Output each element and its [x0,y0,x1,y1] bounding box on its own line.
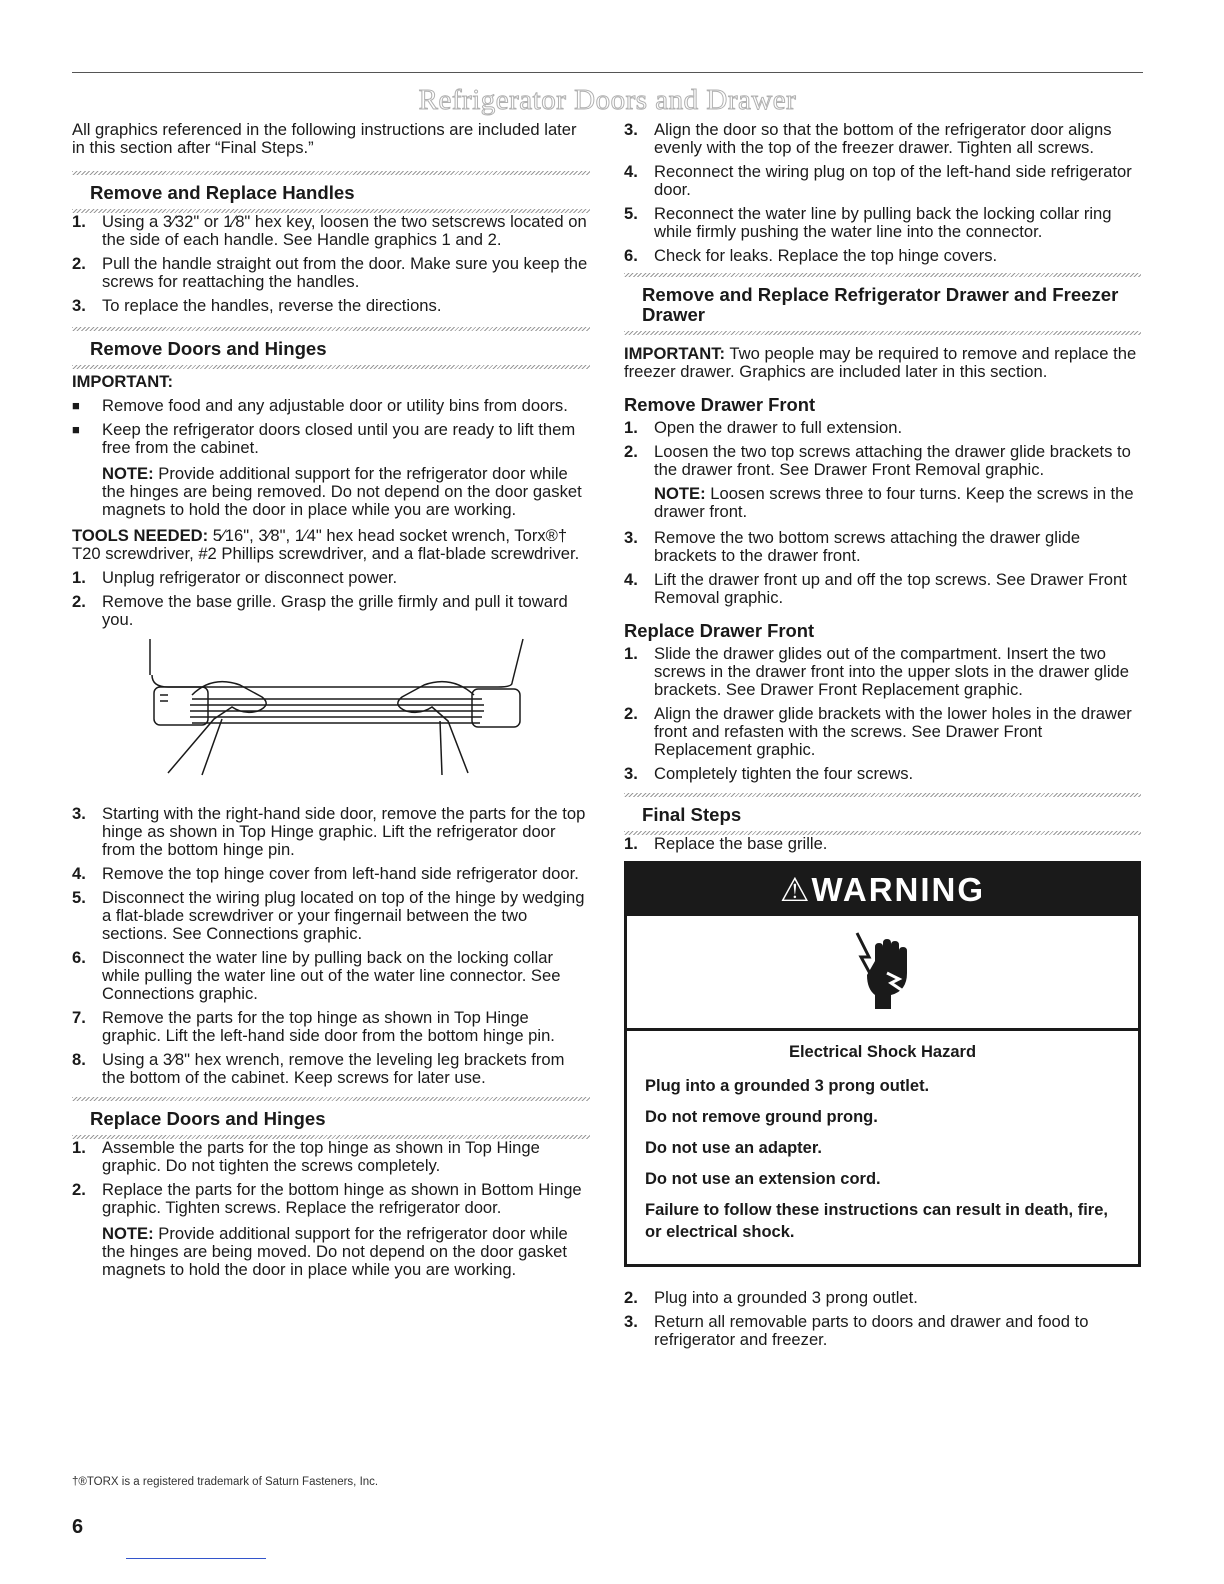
tools-text: 5⁄16", 3⁄8", 1⁄4" hex head socket wrench, Torx®† T20 screwdriver, #2 Phillips screwdriver, and a flat-blade screwdriver. [72,526,580,563]
subheading-replace-drawer-front: Replace Drawer Front [624,620,815,641]
list-item-text: Remove food and any adjustable door or utility bins from doors. [102,396,568,415]
list-item [624,163,1141,199]
list-item-text: Check for leaks. Replace the top hinge covers. [654,246,998,265]
list-item [72,1181,590,1217]
list-marker: ■ [72,422,80,437]
list-item-text: Open the drawer to full extension. [654,418,903,437]
list-item [624,121,1141,157]
list-item [624,443,1141,479]
list-item-text: Reconnect the wiring plug on top of the left-hand side refrigerator door. [654,162,1132,199]
list-marker: 7. [72,1008,86,1027]
list-item [72,805,590,859]
list-item-text: To replace the handles, reverse the directions. [102,296,442,315]
list-item [624,835,1141,853]
list-marker: 4. [624,570,638,589]
list-item-text: Lift the drawer front up and off the top screws. See Drawer Front Removal graphic. [654,570,1127,607]
warning-line: Failure to follow these instructions can result in death, fire, or electrical shock. [645,1201,1108,1241]
list-item-text: Remove the base grille. Grasp the grille firmly and pull it toward you. [102,592,568,629]
list-item [72,397,590,415]
list-item-text: Return all removable parts to doors and drawer and food to refrigerator and freezer. [654,1312,1089,1349]
warning-header [627,864,1138,916]
list-marker: 4. [72,864,86,883]
list-item [72,569,590,587]
list-marker: 3. [72,296,86,315]
section-heading-final-steps: Final Steps [642,804,742,825]
list-item [72,1051,590,1087]
replace-doors-steps-b [624,121,1141,265]
section-divider [624,331,1141,335]
note-replace-doors [102,1225,590,1279]
note-text: Provide additional support for the refrigerator door while the hinges are being removed. Do not depend on the door gasket magnets to hold the door in place while you are working. [102,464,582,519]
footnote: †®TORX is a registered trademark of Saturn Fasteners, Inc. [72,1476,379,1488]
warning-box [624,861,1141,1267]
list-marker: 2. [624,704,638,723]
list-item-text: Using a 3⁄8" hex wrench, remove the leveling leg brackets from the bottom of the cabinet. Keep screws for later use. [102,1050,565,1087]
remove-doors-steps-b [72,805,590,1087]
list-marker: 2. [72,254,86,273]
list-marker: 1. [72,568,86,587]
right-column [624,121,1141,1355]
list-marker: 5. [72,888,86,907]
important-text: Two people may be required to remove and replace the freezer drawer. Graphics are included later in this section. [624,344,1137,381]
list-item [624,419,1141,437]
handles-steps [72,213,590,315]
list-item [72,421,590,457]
intro-text: All graphics referenced in the following instructions are included later in this section after “Final Steps.” [72,120,577,157]
section-heading-replace-doors: Replace Doors and Hinges [90,1108,326,1129]
remove-doors-steps-a [72,569,590,629]
list-item-text: Loosen the two top screws attaching the drawer glide brackets to the drawer front. See Drawer Front Removal graphic. [654,442,1131,479]
list-marker: 2. [72,1180,86,1199]
tools-needed [72,527,590,563]
replace-drawer-steps [624,645,1141,783]
note-label: NOTE: [654,484,706,503]
list-item-text: Starting with the right-hand side door, remove the parts for the top hinge as shown in Top Hinge graphic. Lift the refrigerator door from the bottom hinge pin. [102,804,586,859]
list-item [624,571,1141,607]
list-item [624,765,1141,783]
bottom-link-rule [126,1558,266,1559]
remove-drawer-steps-b [624,529,1141,607]
note-label: NOTE: [102,1224,154,1243]
list-item-text: Assemble the parts for the top hinge as shown in Top Hinge graphic. Do not tighten the screws completely. [102,1138,540,1175]
list-marker: 6. [72,948,86,967]
list-marker: 3. [624,120,638,139]
tools-label: TOOLS NEEDED: [72,526,209,545]
warning-body [627,1031,1138,1264]
list-marker: 1. [624,834,638,853]
list-item [624,529,1141,565]
subheading-remove-drawer-front: Remove Drawer Front [624,394,816,415]
important-label: IMPORTANT: [72,372,174,391]
list-marker: 1. [72,212,86,231]
replace-doors-steps-a [72,1139,590,1217]
list-item-text: Remove the two bottom screws attaching the drawer glide brackets to the drawer front. [654,528,1081,565]
important-label: IMPORTANT: [624,344,726,363]
final-steps-a [624,835,1141,853]
note-drawer [654,485,1141,521]
left-column [72,121,590,1287]
list-item [72,1009,590,1045]
warning-lines [645,1075,1120,1243]
remove-drawer-steps-a [624,419,1141,479]
list-item-text: Using a 3⁄32" or 1⁄8" hex key, loosen the two setscrews located on the side of each handle. See Handle graphics 1 and 2. [102,212,587,249]
list-marker: 2. [624,442,638,461]
list-item [72,889,590,943]
list-item-text: Remove the top hinge cover from left-hand side refrigerator door. [102,864,579,883]
list-item-text: Align the door so that the bottom of the refrigerator door aligns evenly with the top of the freezer drawer. Tighten all screws. [654,120,1112,157]
note-text: Loosen screws three to four turns. Keep the screws in the drawer front. [654,484,1134,521]
note-remove-doors [102,465,590,519]
drawer-important [624,345,1141,381]
list-item [624,247,1141,265]
page-number: 6 [72,1516,84,1538]
list-item [72,297,590,315]
list-item-text: Unplug refrigerator or disconnect power. [102,568,398,587]
list-item-text: Disconnect the wiring plug located on top of the hinge by wedging a flat-blade screwdriver or your fingernail between the two sections. See Connections graphic. [102,888,585,943]
section-heading-handles: Remove and Replace Handles [90,182,355,203]
list-marker: 8. [72,1050,86,1069]
list-item [72,213,590,249]
list-marker: 5. [624,204,638,223]
list-marker: 1. [624,418,638,437]
list-item-text: Reconnect the water line by pulling back the locking collar ring while firmly pushing the water line into the connector. [654,204,1112,241]
list-marker: 3. [624,764,638,783]
list-item-text: Slide the drawer glides out of the compartment. Insert the two screws in the drawer front into the upper slots in the drawer glide brackets. See Drawer Front Replacement graphic. [654,644,1130,699]
warning-label: WARNING [811,871,986,908]
list-marker: 3. [72,804,86,823]
list-item [72,255,590,291]
warning-line: Do not use an extension cord. [645,1170,881,1188]
list-item-text: Keep the refrigerator doors closed until you are ready to lift them free from the cabinet. [102,420,576,457]
list-marker: 4. [624,162,638,181]
warning-line: Plug into a grounded 3 prong outlet. [645,1077,930,1095]
warning-hazard-title: Electrical Shock Hazard [788,1043,977,1061]
list-item-text: Pull the handle straight out from the door. Make sure you keep the screws for reattaching the handles. [102,254,588,291]
note-text: Provide additional support for the refrigerator door while the hinges are being moved. Do not depend on the door gasket magnets to hold the door in place while you are working. [102,1224,568,1279]
warning-icon-area [627,916,1138,1031]
list-marker: 1. [72,1138,86,1157]
list-item [72,593,590,629]
list-item [72,949,590,1003]
section-heading-remove-doors: Remove Doors and Hinges [90,338,327,359]
list-item [624,705,1141,759]
list-marker: 2. [624,1288,638,1307]
list-item [624,1313,1141,1349]
important-bullets [72,397,590,457]
warning-line: Do not use an adapter. [645,1139,822,1157]
section-heading-drawer: Remove and Replace Refrigerator Drawer and Freezer Drawer [642,284,1119,325]
list-item-text: Remove the parts for the top hinge as shown in Top Hinge graphic. Lift the left-hand side door from the bottom hinge pin. [102,1008,555,1045]
list-item [72,865,590,883]
list-item-text: Align the drawer glide brackets with the lower holes in the drawer front and refasten with the screws. See Drawer Front Replacement graphic. [654,704,1132,759]
list-marker: 3. [624,1312,638,1331]
note-label: NOTE: [102,464,154,483]
warning-line: Do not remove ground prong. [645,1108,878,1126]
list-item-text: Disconnect the water line by pulling back on the locking collar while pulling the water line out of the water line connector. See Connections graphic. [102,948,561,1003]
list-marker: ■ [72,398,80,413]
list-item [624,1289,1141,1307]
list-item-text: Replace the base grille. [654,834,828,853]
section-divider [72,365,590,369]
warning-triangle-icon: ⚠ [779,871,812,908]
list-item [624,205,1141,241]
list-item [72,1139,590,1175]
list-item [624,645,1141,699]
grille-removal-graphic [72,635,590,795]
electric-shock-hand-icon [853,927,913,1017]
list-marker: 2. [72,592,86,611]
page-title: Refrigerator Doors and Drawer [418,84,797,116]
list-marker: 3. [624,528,638,547]
list-marker: 1. [624,644,638,663]
top-rule [72,72,1143,73]
final-steps-b [624,1289,1141,1349]
list-item-text: Completely tighten the four screws. [654,764,914,783]
base-grille-illustration [72,635,590,795]
list-item-text: Plug into a grounded 3 prong outlet. [654,1288,918,1307]
list-item-text: Replace the parts for the bottom hinge as shown in Bottom Hinge graphic. Tighten screws. Replace the refrigerator door. [102,1180,582,1217]
list-marker: 6. [624,246,638,265]
